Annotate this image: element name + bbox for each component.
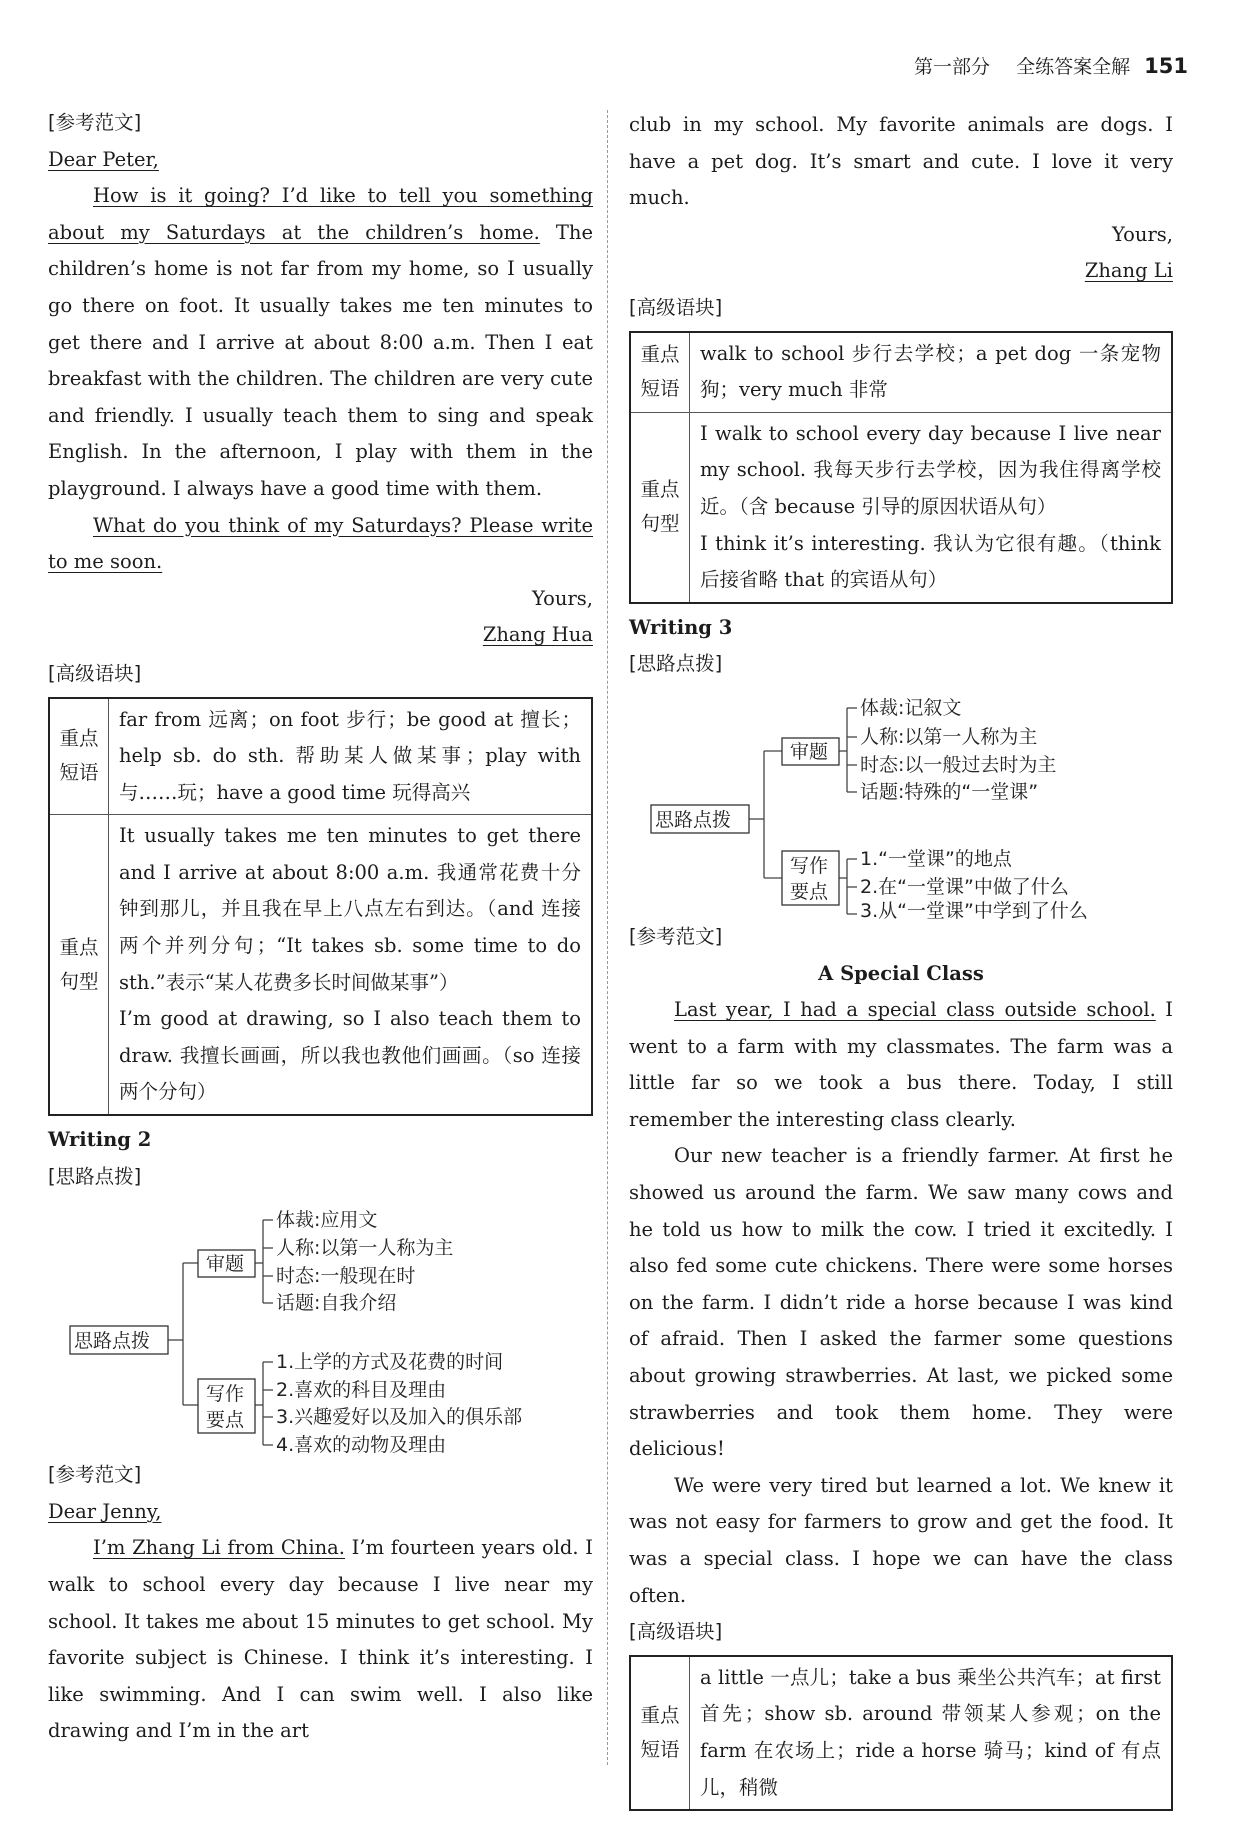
letter-paragraph: I’m Zhang Li from China. I’m fourteen years old. I walk to school every day because I live near my school. It takes me about 15 minutes to get school. My favorite subject is Chinese. I think it’s interesting. I like swimming. And I can swim well. I also like drawing and I’m in the art <box>48 1536 594 1743</box>
mindmap-item: 人称:以第一人称为主 <box>276 1237 454 1260</box>
essay-paragraph: Last year, I had a special class outside school. I went to a farm with my classmates. The farm was a little far so we took a bus there. Today, I still remember the interesting class clearly. <box>629 998 1174 1131</box>
key-phrases-table <box>48 697 593 1117</box>
mindmap-item: 4.喜欢的动物及理由 <box>276 1434 447 1457</box>
mindmap-item: 2.喜欢的科目及理由 <box>276 1379 447 1402</box>
letter-salutation: Dear Peter, <box>48 147 159 171</box>
page-number: 151 <box>1144 54 1188 78</box>
mindmap-item: 2.在“一堂课”中做了什么 <box>860 875 1069 898</box>
phrases-label: 重点短语 <box>49 698 109 815</box>
mindmap-branch: 要点 <box>206 1409 245 1432</box>
underlined-sentence: How is it going? I’d like to tell you something about my Saturdays at the children’s home. <box>48 184 593 244</box>
right-column <box>629 107 1173 1817</box>
sample-heading: [参考范文] <box>629 924 723 948</box>
sentences-label: 重点句型 <box>49 815 109 1115</box>
mindmap-item: 3.兴趣爱好以及加入的俱乐部 <box>276 1406 523 1429</box>
letter-paragraph: How is it going? I’d like to tell you something about my Saturdays at the children’s home. The children’s home is not far from my home, so I usually go there on foot. It usually takes me ten minutes to get there and I arrive at about 8:00 a.m. Then I eat breakfast with the children. The children are very cute and friendly. I usually teach them to sing and speak English. In the afternoon, I play with them in the playground. I always have a good time with them. <box>48 184 593 500</box>
phrases-label: 重点短语 <box>630 332 690 413</box>
sentences-cell <box>690 412 1173 602</box>
mind-map <box>629 683 1173 919</box>
left-column <box>48 105 593 1750</box>
key-phrases-table <box>629 1655 1173 1811</box>
key-sentence: I think it’s interesting. 我认为它很有趣。（think 后接省略 that 的宾语从句） <box>700 531 1161 592</box>
essay-paragraph: We were very tired but learned a lot. We knew it was not easy for farmers to grow and get the food. It was a special class. I hope we can have the class often. <box>629 1473 1173 1607</box>
advanced-heading: [高级语块] <box>629 295 723 319</box>
advanced-heading: [高级语块] <box>48 661 142 685</box>
phrases-cell: a little 一点儿；take a bus 乘坐公共汽车；at first 首先；show sb. around 带领某人参观；on the farm 在农场上；ride a horse 骑马；kind of 有点儿，稍微 <box>690 1656 1173 1810</box>
mindmap-branch: 写作 <box>206 1383 245 1406</box>
mindmap-item: 人称:以第一人称为主 <box>860 725 1038 748</box>
mindmap-item: 时态:一般现在时 <box>276 1265 416 1288</box>
letter-signature: Zhang Li <box>1084 259 1173 283</box>
running-header <box>914 52 1188 79</box>
phrases-label: 重点短语 <box>630 1656 690 1810</box>
mindmap-item: 话题:特殊的“一堂课” <box>860 780 1039 803</box>
header-title: 全练答案全解 <box>1016 56 1131 78</box>
mindmap-root: 思路点拨 <box>74 1330 151 1353</box>
mindmap-item: 体裁:应用文 <box>276 1209 378 1232</box>
mindmap-branch: 要点 <box>790 880 829 903</box>
mindmap-branch: 写作 <box>790 854 829 877</box>
key-sentence: I’m good at drawing, so I also teach them to draw. 我擅长画画，所以我也教他们画画。（so 连接两个分句） <box>119 1007 581 1104</box>
underlined-sentence: Last year, I had a special class outside school. <box>674 998 1156 1022</box>
letter-paragraph: club in my school. My favorite animals are dogs. I have a pet dog. It’s smart and cute. I love it very much. <box>629 113 1173 210</box>
advanced-heading: [高级语块] <box>629 1620 723 1644</box>
letter-closing: Yours, <box>1111 222 1173 246</box>
sentences-label: 重点句型 <box>630 412 690 602</box>
essay-title: A Special Class <box>818 961 984 985</box>
letter-salutation: Dear Jenny, <box>48 1499 162 1523</box>
writing-title: Writing 2 <box>48 1128 152 1152</box>
underlined-sentence: I’m Zhang Li from China. <box>93 1536 345 1560</box>
key-sentence: I walk to school every day because I live near my school. 我每天步行去学校，因为我住得离学校近。（含 because 引导的原因状语从句） <box>700 421 1161 518</box>
essay-paragraph: Our new teacher is a friendly farmer. At first he showed us around the farm. We saw many cows and he told us how to milk the cow. I tried it excitedly. I also fed some cute chickens. There were some horses on the farm. I didn’t ride a horse because I was kind of afraid. Then I asked the farmer some questions about growing strawberries. At last, we picked some strawberries and took them home. They were delicious! <box>629 1144 1173 1461</box>
phrases-cell: far from 远离；on foot 步行；be good at 擅长；help sb. do sth. 帮助某人做某事；play with 与……玩；have a good time 玩得高兴 <box>109 698 593 815</box>
mindmap-item: 时态:以一般过去时为主 <box>860 753 1057 776</box>
mindmap-item: 3.从“一堂课”中学到了什么 <box>860 899 1088 919</box>
letter-closing: Yours, <box>531 586 593 610</box>
column-divider <box>607 110 608 1765</box>
guide-heading: [思路点拨] <box>48 1164 142 1188</box>
guide-heading: [思路点拨] <box>629 652 723 676</box>
mindmap-root: 思路点拨 <box>655 808 732 831</box>
letter-paragraph: What do you think of my Saturdays? Please write to me soon. <box>48 513 593 574</box>
sample-heading: [参考范文] <box>48 111 142 134</box>
key-sentence: It usually takes me ten minutes to get there and I arrive at about 8:00 a.m. 我通常花费十分钟到那儿，并且我在早上八点左右到达。（and 连接两个并列分句；“It takes sb. some time to do sth.”表示“某人花费多长时间做某事”） <box>119 824 581 994</box>
key-phrases-table <box>629 331 1173 604</box>
mind-map <box>48 1195 593 1457</box>
phrases-cell: walk to school 步行去学校；a pet dog 一条宠物狗；very much 非常 <box>690 332 1173 413</box>
mindmap-branch: 审题 <box>206 1253 245 1276</box>
sentences-cell <box>109 815 593 1115</box>
mindmap-item: 1.“一堂课”的地点 <box>860 847 1012 870</box>
writing-title: Writing 3 <box>629 615 733 639</box>
mindmap-item: 话题:自我介绍 <box>276 1292 397 1315</box>
mindmap-item: 体裁:记叙文 <box>860 696 962 719</box>
mindmap-item: 1.上学的方式及花费的时间 <box>276 1351 504 1374</box>
sample-heading: [参考范文] <box>48 1463 142 1487</box>
mindmap-branch: 审题 <box>790 740 829 763</box>
letter-signature: Zhang Hua <box>482 623 593 647</box>
part-label: 第一部分 <box>913 56 990 78</box>
